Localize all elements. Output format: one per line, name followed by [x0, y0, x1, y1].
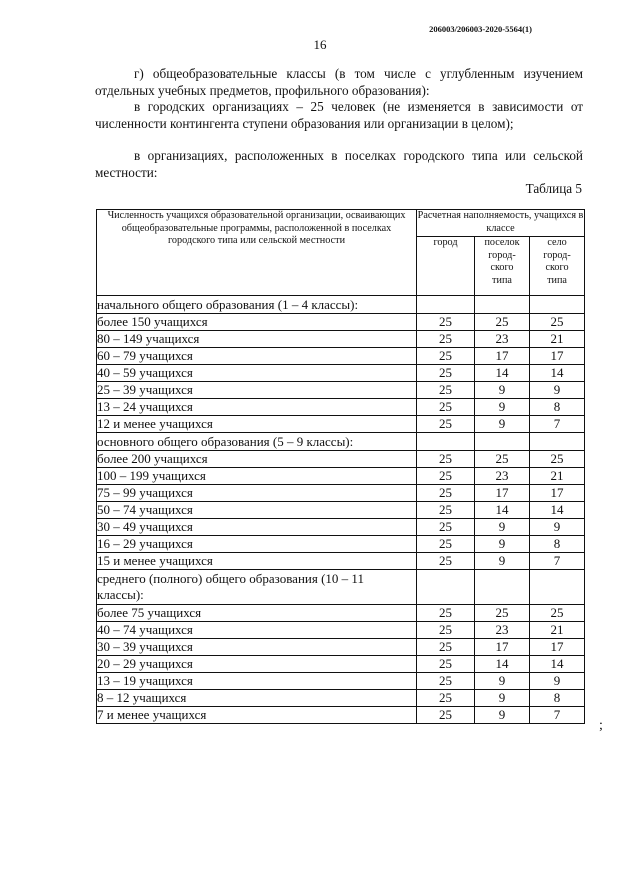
value-town: 23	[475, 622, 530, 639]
row-label: 40 – 59 учащихся	[97, 365, 417, 382]
value-village: 8	[530, 399, 585, 416]
value-city: 25	[417, 502, 475, 519]
header-occupancy: Расчетная наполняемость, учащихся в классе	[417, 210, 585, 237]
row-label: 50 – 74 учащихся	[97, 502, 417, 519]
value-village: 21	[530, 331, 585, 348]
table-row	[97, 502, 585, 519]
section-header-row	[97, 296, 585, 314]
value-village: 9	[530, 382, 585, 399]
value-city: 25	[417, 536, 475, 553]
row-label: 75 – 99 учащихся	[97, 485, 417, 502]
row-label: более 75 учащихся	[97, 605, 417, 622]
page-number: 16	[313, 37, 327, 52]
value-city: 25	[417, 690, 475, 707]
value-city: 25	[417, 553, 475, 570]
table-row	[97, 416, 585, 433]
table-row	[97, 639, 585, 656]
value-town: 14	[475, 656, 530, 673]
header-city: город	[417, 237, 475, 296]
row-label: 30 – 49 учащихся	[97, 519, 417, 536]
value-village: 25	[530, 451, 585, 468]
value-city: 25	[417, 382, 475, 399]
value-village: 14	[530, 656, 585, 673]
value-town: 9	[475, 536, 530, 553]
value-town: 25	[475, 451, 530, 468]
empty-cell	[475, 433, 530, 451]
table-row	[97, 485, 585, 502]
value-city: 25	[417, 639, 475, 656]
row-label: 16 – 29 учащихся	[97, 536, 417, 553]
row-label: 100 – 199 учащихся	[97, 468, 417, 485]
table-row	[97, 314, 585, 331]
table-row	[97, 519, 585, 536]
value-town: 25	[475, 314, 530, 331]
value-city: 25	[417, 348, 475, 365]
value-town: 23	[475, 468, 530, 485]
table-row	[97, 468, 585, 485]
value-town: 17	[475, 348, 530, 365]
row-label: 25 – 39 учащихся	[97, 382, 417, 399]
value-city: 25	[417, 605, 475, 622]
row-label: более 200 учащихся	[97, 451, 417, 468]
section-title: среднего (полного) общего образования (10 – 11 классы):	[97, 570, 417, 605]
table-row	[97, 399, 585, 416]
value-city: 25	[417, 451, 475, 468]
table-caption: Таблица 5	[525, 181, 582, 196]
header-town: поселок город- ского типа	[475, 237, 530, 296]
value-village: 14	[530, 365, 585, 382]
value-town: 25	[475, 605, 530, 622]
table-row	[97, 365, 585, 382]
row-label: 7 и менее учащихся	[97, 707, 417, 724]
document-number: 206003/206003-2020-5564(1)	[429, 24, 532, 34]
row-label: более 150 учащихся	[97, 314, 417, 331]
empty-cell	[417, 570, 475, 605]
empty-cell	[475, 570, 530, 605]
value-village: 7	[530, 416, 585, 433]
value-city: 25	[417, 314, 475, 331]
empty-cell	[475, 296, 530, 314]
value-town: 9	[475, 673, 530, 690]
paragraph-3: в организациях, расположенных в поселках городского типа или сельской местности:	[95, 148, 583, 180]
value-city: 25	[417, 416, 475, 433]
empty-cell	[417, 296, 475, 314]
value-town: 9	[475, 519, 530, 536]
value-town: 17	[475, 639, 530, 656]
value-city: 25	[417, 399, 475, 416]
table-row	[97, 605, 585, 622]
value-city: 25	[417, 468, 475, 485]
value-city: 25	[417, 331, 475, 348]
value-village: 17	[530, 639, 585, 656]
table-row	[97, 382, 585, 399]
value-village: 8	[530, 690, 585, 707]
table-row	[97, 656, 585, 673]
value-town: 9	[475, 690, 530, 707]
value-village: 25	[530, 314, 585, 331]
empty-cell	[530, 433, 585, 451]
table-row	[97, 553, 585, 570]
value-town: 9	[475, 382, 530, 399]
header-village: село город- ского типа	[530, 237, 585, 296]
value-village: 21	[530, 468, 585, 485]
value-town: 23	[475, 331, 530, 348]
row-label: 60 – 79 учащихся	[97, 348, 417, 365]
value-city: 25	[417, 485, 475, 502]
row-label: 40 – 74 учащихся	[97, 622, 417, 639]
value-city: 25	[417, 519, 475, 536]
row-label: 30 – 39 учащихся	[97, 639, 417, 656]
table-row	[97, 690, 585, 707]
value-town: 9	[475, 416, 530, 433]
table-row	[97, 707, 585, 724]
value-village: 7	[530, 707, 585, 724]
value-city: 25	[417, 656, 475, 673]
value-village: 8	[530, 536, 585, 553]
table-row	[97, 331, 585, 348]
header-student-count: Численность учащихся образовательной организации, осваивающих общеобразовательные программы, расположенной в поселках городского типа или сельской местности	[97, 210, 417, 296]
value-village: 9	[530, 519, 585, 536]
section-title: начального общего образования (1 – 4 классы):	[97, 296, 417, 314]
value-village: 17	[530, 348, 585, 365]
paragraph-1: г) общеобразовательные классы (в том числе с углубленным изучением отдельных учебных предметов, профильного образования):	[95, 66, 583, 98]
table-row	[97, 348, 585, 365]
value-village: 25	[530, 605, 585, 622]
value-city: 25	[417, 622, 475, 639]
empty-cell	[530, 570, 585, 605]
value-town: 14	[475, 502, 530, 519]
value-town: 14	[475, 365, 530, 382]
value-village: 17	[530, 485, 585, 502]
value-town: 9	[475, 399, 530, 416]
row-label: 8 – 12 учащихся	[97, 690, 417, 707]
table-row	[97, 536, 585, 553]
value-village: 9	[530, 673, 585, 690]
table-row	[97, 622, 585, 639]
value-city: 25	[417, 673, 475, 690]
row-label: 13 – 19 учащихся	[97, 673, 417, 690]
trailing-semicolon: ;	[599, 718, 603, 733]
table-row	[97, 451, 585, 468]
value-town: 9	[475, 707, 530, 724]
row-label: 15 и менее учащихся	[97, 553, 417, 570]
value-town: 9	[475, 553, 530, 570]
value-town: 17	[475, 485, 530, 502]
value-city: 25	[417, 365, 475, 382]
row-label: 80 – 149 учащихся	[97, 331, 417, 348]
value-city: 25	[417, 707, 475, 724]
value-village: 7	[530, 553, 585, 570]
row-label: 12 и менее учащихся	[97, 416, 417, 433]
section-header-row	[97, 570, 585, 605]
occupancy-table	[96, 209, 585, 724]
empty-cell	[417, 433, 475, 451]
section-header-row	[97, 433, 585, 451]
paragraph-2: в городских организациях – 25 человек (не изменяется в зависимости от численности контингента ступени образования или организации в целом);	[95, 99, 583, 131]
value-village: 21	[530, 622, 585, 639]
value-village: 14	[530, 502, 585, 519]
table-row	[97, 673, 585, 690]
empty-cell	[530, 296, 585, 314]
row-label: 13 – 24 учащихся	[97, 399, 417, 416]
section-title: основного общего образования (5 – 9 классы):	[97, 433, 417, 451]
row-label: 20 – 29 учащихся	[97, 656, 417, 673]
